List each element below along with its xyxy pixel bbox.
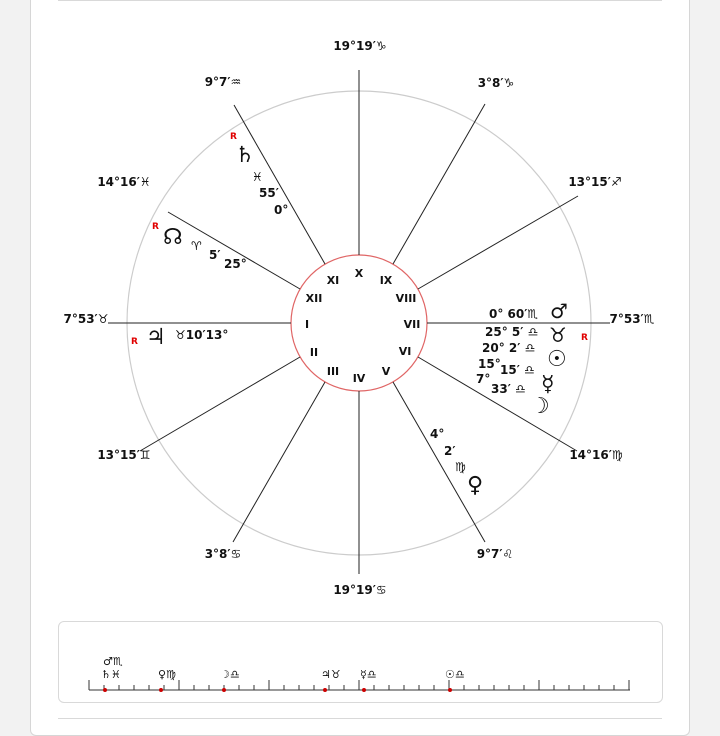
venus-degrees: 4° [430,427,445,441]
cusp-label-asc: 7°53′♉ [63,312,109,326]
timeline-ticks [89,680,629,690]
moon-icon: ☽ [530,394,550,419]
timeline-label-sun: ☉♎ [445,668,465,681]
house-number: VIII [395,292,417,305]
sun-icon: ☉ [547,347,567,372]
timeline-dot [222,688,226,692]
timeline-dot [362,688,366,692]
cusp-label-left-lower: 13°15′♊ [97,448,151,462]
house-number: IV [352,372,366,385]
mercury-icon: ☿ [541,372,555,397]
jupiter-icon: ♃ [146,325,166,350]
mars-position: 0° 60′♏ [489,307,539,321]
house-number: VI [398,345,412,358]
house-number: VII [403,318,421,331]
moon-position: 33′ ♎ [491,382,526,396]
timeline-label-mars: ♂♏ [103,655,123,668]
timeline-dot [323,688,327,692]
retrograde-mark: R [230,132,237,142]
taurus-icon: ♉ [549,323,567,347]
jupiter-position: ♉10′13° [175,328,229,342]
timeline-label-mercury: ☿♎ [360,668,377,681]
timeline-dot [103,688,107,692]
mercury-degrees: 15° [478,357,501,371]
house-number: I [304,318,310,331]
saturn-degrees: 0° [274,203,289,217]
bottom-divider [58,718,662,719]
sun-position: 20° 2′ ♎ [482,341,536,355]
cusp-label-left-upper: 14°16′♓ [97,175,151,189]
venus-minutes: 2′ [444,444,456,458]
cusp-label-mc: 19°19′♑ [333,39,387,53]
timeline-label-jupiter: ♃♉ [321,668,341,681]
timeline-label-venus: ♀♍ [158,668,176,681]
node-degrees: 25° [224,257,247,271]
moon-degrees: 7° [476,372,491,386]
cusp-label-right-lower: 14°16′♍ [569,448,623,462]
house-number: IX [379,274,393,287]
timeline-dot [448,688,452,692]
saturn-minutes: 55′ [259,186,279,200]
retrograde-mark: R [131,337,138,347]
house-number: X [354,267,364,280]
cusp-label-upper-left: 9°7′♒ [204,75,242,89]
timeline-dot [159,688,163,692]
mars-icon: ♂ [550,299,568,323]
venus-sign: ♍ [455,460,466,474]
timeline-label-moon: ☽♎ [220,668,240,681]
house-number: II [309,346,319,359]
cusp-label-lower-right: 9°7′♌ [476,547,514,561]
retrograde-mark: R [152,222,159,232]
venus-group-position: 25° 5′ ♎ [485,325,539,339]
node-sign: ♈ [191,239,202,253]
node-minutes: 5′ [209,248,221,262]
house-number: XI [326,274,340,287]
cusp-label-xi-upper: 3°8′♑ [477,76,515,90]
mercury-position: 15′ ♎ [500,363,535,377]
cusp-label-lower-left: 3°8′♋ [204,547,242,561]
cusp-label-right-upper: 13°15′♐ [568,175,622,189]
house-number: V [381,365,391,378]
retrograde-mark: R [581,333,588,343]
house-number: XII [305,292,323,305]
cusp-label-ic: 19°19′♋ [333,583,387,597]
venus-icon: ♀ [467,473,484,498]
node-icon: ☊ [163,225,183,250]
house-number: III [326,365,340,378]
saturn-icon: ♄ [235,143,255,168]
cusp-label-dsc: 7°53′♏ [609,312,655,326]
saturn-sign: ♓ [252,170,263,184]
timeline-label-saturn: ♄♓ [101,668,121,681]
